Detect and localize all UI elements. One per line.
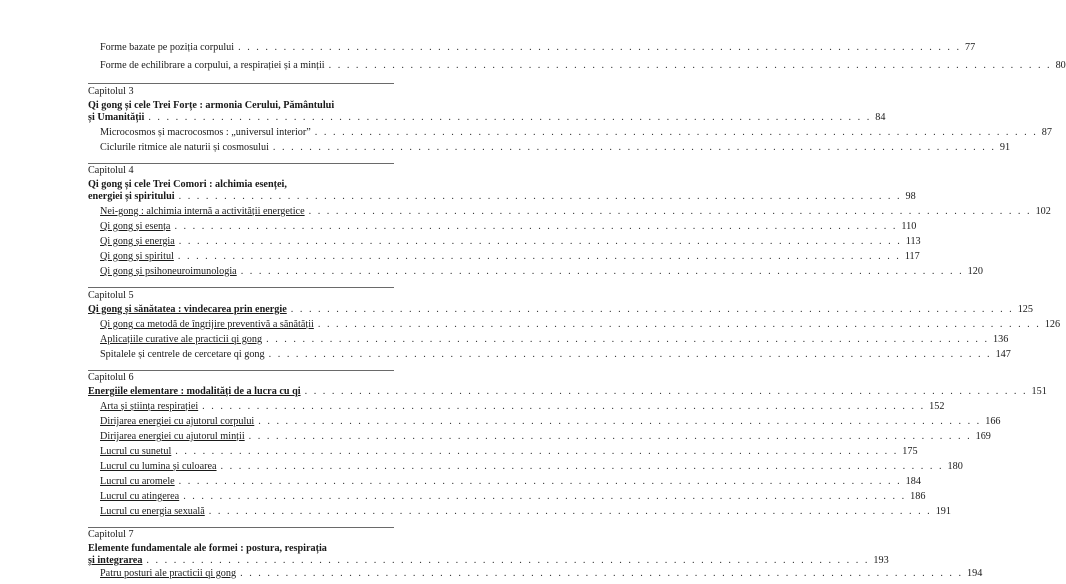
toc-entry: [0, 59, 1066, 73]
toc-entry-row: [100, 318, 1061, 332]
toc-entry-page: 125: [1017, 304, 1033, 315]
chapter-title: Qi gong și cele Trei Comori : alchimia esenței,: [88, 179, 287, 190]
chapter-label: Capitolul 6: [88, 372, 134, 383]
toc-entry-title: Ciclurile ritmice ale naturii și cosmosului: [100, 142, 269, 153]
toc-entry-page: 102: [1035, 206, 1051, 217]
chapter-label: Capitolul 5: [88, 290, 134, 301]
toc-entry-title: și Umanității: [88, 112, 145, 123]
toc-entry-page: 84: [875, 112, 886, 123]
toc-entry-title: Lucrul cu atingerea: [100, 491, 180, 502]
leader-dots: . . . . . . . . . . . . . . . . . . . . . . . . . . . . . . . . . . . . . . . . . . . . . . . . . . . . . . . . . . . . . . . . . . . . . . . . . . . . . . . .: [248, 431, 972, 442]
toc-entry-title: Forme bazate pe poziția corpului: [100, 42, 235, 53]
toc-entry: [0, 385, 1047, 399]
toc-entry-page: 186: [910, 491, 926, 502]
section-divider: [88, 287, 394, 288]
toc-entry: [0, 415, 1001, 429]
toc-entry-title: Energiile elementare : modalități de a lucra cu qi: [88, 386, 301, 397]
toc-entry-title: Qi gong și spiritul: [100, 251, 174, 262]
toc-entry-title: Qi gong și energia: [100, 236, 175, 247]
toc-entry-page: 117: [904, 251, 920, 262]
toc-entry: [0, 490, 926, 504]
leader-dots: . . . . . . . . . . . . . . . . . . . . . . . . . . . . . . . . . . . . . . . . . . . . . . . . . . . . . . . . . . . . . . . . . . . . . . . . . . . . . . . .: [308, 206, 1032, 217]
toc-entry-page: 147: [995, 349, 1011, 360]
leader-dots: . . . . . . . . . . . . . . . . . . . . . . . . . . . . . . . . . . . . . . . . . . . . . . . . . . . . . . . . . . . . . . . . . . . . . . . . . . . . . . . .: [174, 221, 898, 232]
toc-entry-row: [100, 445, 918, 459]
leader-dots: . . . . . . . . . . . . . . . . . . . . . . . . . . . . . . . . . . . . . . . . . . . . . . . . . . . . . . . . . . . . . . . . . . . . . . . . . . . . . . . .: [202, 401, 926, 412]
toc-entry-page: 194: [967, 568, 983, 579]
toc-entry-page: 126: [1044, 319, 1061, 330]
toc-entry-page: 166: [985, 416, 1001, 427]
toc-entry: [0, 400, 945, 414]
toc-entry: [0, 250, 920, 264]
toc-entry-row: [100, 415, 1001, 429]
leader-dots: . . . . . . . . . . . . . . . . . . . . . . . . . . . . . . . . . . . . . . . . . . . . . . . . . . . . . . . . . . . . . . . . . . . . . . . . . . . . . . . .: [178, 476, 902, 487]
toc-entry: [0, 235, 921, 249]
toc-entry: [0, 303, 1033, 317]
toc-entry-row: [100, 265, 983, 279]
toc-entry-row: [88, 303, 1033, 317]
toc-entry-row: [100, 475, 921, 489]
toc-entry-page: 180: [947, 461, 963, 472]
chapter-label: Capitolul 7: [88, 529, 134, 540]
leader-dots: . . . . . . . . . . . . . . . . . . . . . . . . . . . . . . . . . . . . . . . . . . . . . . . . . . . . . . . . . . . . . . . . . . . . . . . . . . . . . . . .: [268, 349, 992, 360]
toc-entry-title: Aplicațiile curative ale practicii qi gong: [100, 334, 263, 345]
toc-entry-page: 87: [1041, 127, 1052, 138]
toc-entry-page: 120: [967, 266, 983, 277]
toc-entry-page: 136: [993, 334, 1009, 345]
leader-dots: . . . . . . . . . . . . . . . . . . . . . . . . . . . . . . . . . . . . . . . . . . . . . . . . . . . . . . . . . . . . . . . . . . . . . . . . . . . . . . . .: [146, 555, 870, 566]
leader-dots: . . . . . . . . . . . . . . . . . . . . . . . . . . . . . . . . . . . . . . . . . . . . . . . . . . . . . . . . . . . . . . . . . . . . . . . . . . . . . . . .: [208, 506, 932, 517]
toc-entry-row: [100, 490, 926, 504]
toc-entry-row: [100, 505, 951, 519]
section-divider: [88, 83, 394, 84]
toc-entry-page: 91: [999, 142, 1011, 153]
chapter-label: Capitolul 3: [88, 86, 134, 97]
toc-entry-page: 98: [905, 191, 916, 202]
toc-entry-title: Patru posturi ale practicii qi gong: [100, 568, 237, 579]
toc-entry-title: Qi gong ca metodă de îngrijire preventivă a sănătății: [100, 319, 314, 330]
toc-entry-row: [100, 348, 1011, 362]
toc-entry-row: [100, 250, 920, 264]
toc-entry-row: [100, 235, 921, 249]
toc-entry-title: Lucrul cu sunetul: [100, 446, 172, 457]
toc-entry-row: [88, 385, 1047, 399]
leader-dots: . . . . . . . . . . . . . . . . . . . . . . . . . . . . . . . . . . . . . . . . . . . . . . . . . . . . . . . . . . . . . . . . . . . . . . . . . . . . . . . .: [290, 304, 1014, 315]
toc-entry: [0, 318, 1061, 332]
leader-dots: . . . . . . . . . . . . . . . . . . . . . . . . . . . . . . . . . . . . . . . . . . . . . . . . . . . . . . . . . . . . . . . . . . . . . . . . . . . . . . . .: [240, 266, 964, 277]
toc-entry-page: 175: [902, 446, 918, 457]
toc-entry-row: [100, 59, 1066, 73]
chapter-heading: [0, 289, 452, 303]
toc-entry-title: Qi gong și psihoneuroimunologia: [100, 266, 237, 277]
chapter-heading: [0, 371, 452, 385]
leader-dots: . . . . . . . . . . . . . . . . . . . . . . . . . . . . . . . . . . . . . . . . . . . . . . . . . . . . . . . . . . . . . . . . . . . . . . . . . . . . . . . .: [266, 334, 990, 345]
toc-entry-title: energiei și spiritului: [88, 191, 175, 202]
toc-entry-title: Nei-gong : alchimia internă a activității energetice: [100, 206, 305, 217]
toc-entry-page: 77: [965, 42, 976, 53]
toc-entry-row: [100, 460, 963, 474]
leader-dots: . . . . . . . . . . . . . . . . . . . . . . . . . . . . . . . . . . . . . . . . . . . . . . . . . . . . . . . . . . . . . . . . . . . . . . . . . . . . . . . .: [183, 491, 907, 502]
leader-dots: . . . . . . . . . . . . . . . . . . . . . . . . . . . . . . . . . . . . . . . . . . . . . . . . . . . . . . . . . . . . . . . . . . . . . . . . . . . . . . . .: [328, 60, 1052, 71]
toc-entry-title: Microcosmos și macrocosmos : „universul interior”: [100, 127, 311, 138]
leader-dots: . . . . . . . . . . . . . . . . . . . . . . . . . . . . . . . . . . . . . . . . . . . . . . . . . . . . . . . . . . . . . . . . . . . . . . . . . . . . . . . .: [178, 236, 902, 247]
toc-entry-row: [100, 205, 1051, 219]
toc-entry-page: 169: [975, 431, 991, 442]
toc-entry: [0, 220, 917, 234]
chapter-heading: [0, 85, 452, 99]
chapter-heading: [0, 164, 452, 178]
toc-entry-row: [100, 41, 976, 55]
toc-entry-page: 191: [935, 506, 951, 517]
toc-entry-title: Lucrul cu lumina și culoarea: [100, 461, 217, 472]
leader-dots: . . . . . . . . . . . . . . . . . . . . . . . . . . . . . . . . . . . . . . . . . . . . . . . . . . . . . . . . . . . . . . . . . . . . . . . . . . . . . . . .: [258, 416, 982, 427]
toc-entry-title: Lucrul cu energia sexuală: [100, 506, 205, 517]
toc-entry: [0, 190, 916, 204]
toc-entry-page: 110: [901, 221, 917, 232]
leader-dots: . . . . . . . . . . . . . . . . . . . . . . . . . . . . . . . . . . . . . . . . . . . . . . . . . . . . . . . . . . . . . . . . . . . . . . . . . . . . . . . .: [175, 446, 899, 457]
leader-dots: . . . . . . . . . . . . . . . . . . . . . . . . . . . . . . . . . . . . . . . . . . . . . . . . . . . . . . . . . . . . . . . . . . . . . . . . . . . . . . . .: [240, 568, 964, 579]
toc-entry: [0, 348, 1011, 362]
leader-dots: . . . . . . . . . . . . . . . . . . . . . . . . . . . . . . . . . . . . . . . . . . . . . . . . . . . . . . . . . . . . . . . . . . . . . . . . . . . . . . . .: [178, 191, 902, 202]
toc-entry: [0, 265, 983, 279]
chapter-title: Elemente fundamentale ale formei : postura, respirația: [88, 543, 327, 554]
leader-dots: . . . . . . . . . . . . . . . . . . . . . . . . . . . . . . . . . . . . . . . . . . . . . . . . . . . . . . . . . . . . . . . . . . . . . . . . . . . . . . . .: [304, 386, 1028, 397]
toc-entry: [0, 41, 976, 55]
toc-entry: [0, 205, 1051, 219]
toc-entry: [0, 475, 921, 489]
toc-entry-row: [100, 220, 917, 234]
toc-entry: [0, 141, 1011, 155]
toc-entry-row: [88, 554, 889, 568]
toc-entry-title: Arta și știința respirației: [100, 401, 199, 412]
toc-entry: [0, 554, 889, 568]
toc-entry: [0, 333, 1009, 347]
leader-dots: . . . . . . . . . . . . . . . . . . . . . . . . . . . . . . . . . . . . . . . . . . . . . . . . . . . . . . . . . . . . . . . . . . . . . . . . . . . . . . . .: [272, 142, 996, 153]
toc-entry-row: [100, 333, 1009, 347]
toc-entry: [0, 111, 886, 125]
toc-entry-title: Qi gong și esența: [100, 221, 171, 232]
toc-entry-title: Dirijarea energiei cu ajutorul minții: [100, 431, 245, 442]
toc-entry-page: 152: [929, 401, 945, 412]
toc-entry-page: 113: [905, 236, 921, 247]
toc-entry-row: [88, 190, 916, 204]
toc-entry-title: Forme de echilibrare a corpului, a respirației și a minții: [100, 60, 325, 71]
toc-entry-row: [88, 111, 886, 125]
leader-dots: . . . . . . . . . . . . . . . . . . . . . . . . . . . . . . . . . . . . . . . . . . . . . . . . . . . . . . . . . . . . . . . . . . . . . . . . . . . . . . . .: [238, 42, 962, 53]
toc-entry-page: 184: [905, 476, 921, 487]
leader-dots: . . . . . . . . . . . . . . . . . . . . . . . . . . . . . . . . . . . . . . . . . . . . . . . . . . . . . . . . . . . . . . . . . . . . . . . . . . . . . . . .: [317, 319, 1041, 330]
toc-entry-page: 151: [1031, 386, 1047, 397]
toc-entry-row: [100, 430, 991, 444]
leader-dots: . . . . . . . . . . . . . . . . . . . . . . . . . . . . . . . . . . . . . . . . . . . . . . . . . . . . . . . . . . . . . . . . . . . . . . . . . . . . . . . .: [177, 251, 901, 262]
toc-entry: [0, 445, 918, 459]
toc-entry-title: Spitalele și centrele de cercetare qi gong: [100, 349, 265, 360]
toc-entry-title: Qi gong și sănătatea : vindecarea prin energie: [88, 304, 287, 315]
toc-entry-title: și integrarea: [88, 555, 143, 566]
chapter-title: Qi gong și cele Trei Forțe : armonia Cerului, Pământului: [88, 100, 335, 111]
toc-entry-page: 80: [1055, 60, 1066, 71]
leader-dots: . . . . . . . . . . . . . . . . . . . . . . . . . . . . . . . . . . . . . . . . . . . . . . . . . . . . . . . . . . . . . . . . . . . . . . . . . . . . . . . .: [220, 461, 944, 472]
toc-entry: [0, 460, 963, 474]
toc-entry: [0, 505, 951, 519]
leader-dots: . . . . . . . . . . . . . . . . . . . . . . . . . . . . . . . . . . . . . . . . . . . . . . . . . . . . . . . . . . . . . . . . . . . . . . . . . . . . . . . .: [314, 127, 1038, 138]
chapter-label: Capitolul 4: [88, 165, 134, 176]
toc-entry-row: [100, 126, 1052, 140]
leader-dots: . . . . . . . . . . . . . . . . . . . . . . . . . . . . . . . . . . . . . . . . . . . . . . . . . . . . . . . . . . . . . . . . . . . . . . . . . . . . . . . .: [148, 112, 872, 123]
toc-entry-row: [100, 400, 945, 414]
toc-entry: [0, 126, 1052, 140]
toc-entry-row: [100, 141, 1011, 155]
toc-entry-row: [100, 567, 983, 581]
chapter-heading: [0, 528, 452, 542]
toc-entry: [0, 567, 983, 581]
toc-entry-title: Dirijarea energiei cu ajutorul corpului: [100, 416, 255, 427]
toc-entry-page: 193: [873, 555, 889, 566]
toc-entry: [0, 430, 991, 444]
toc-entry-title: Lucrul cu aromele: [100, 476, 175, 487]
